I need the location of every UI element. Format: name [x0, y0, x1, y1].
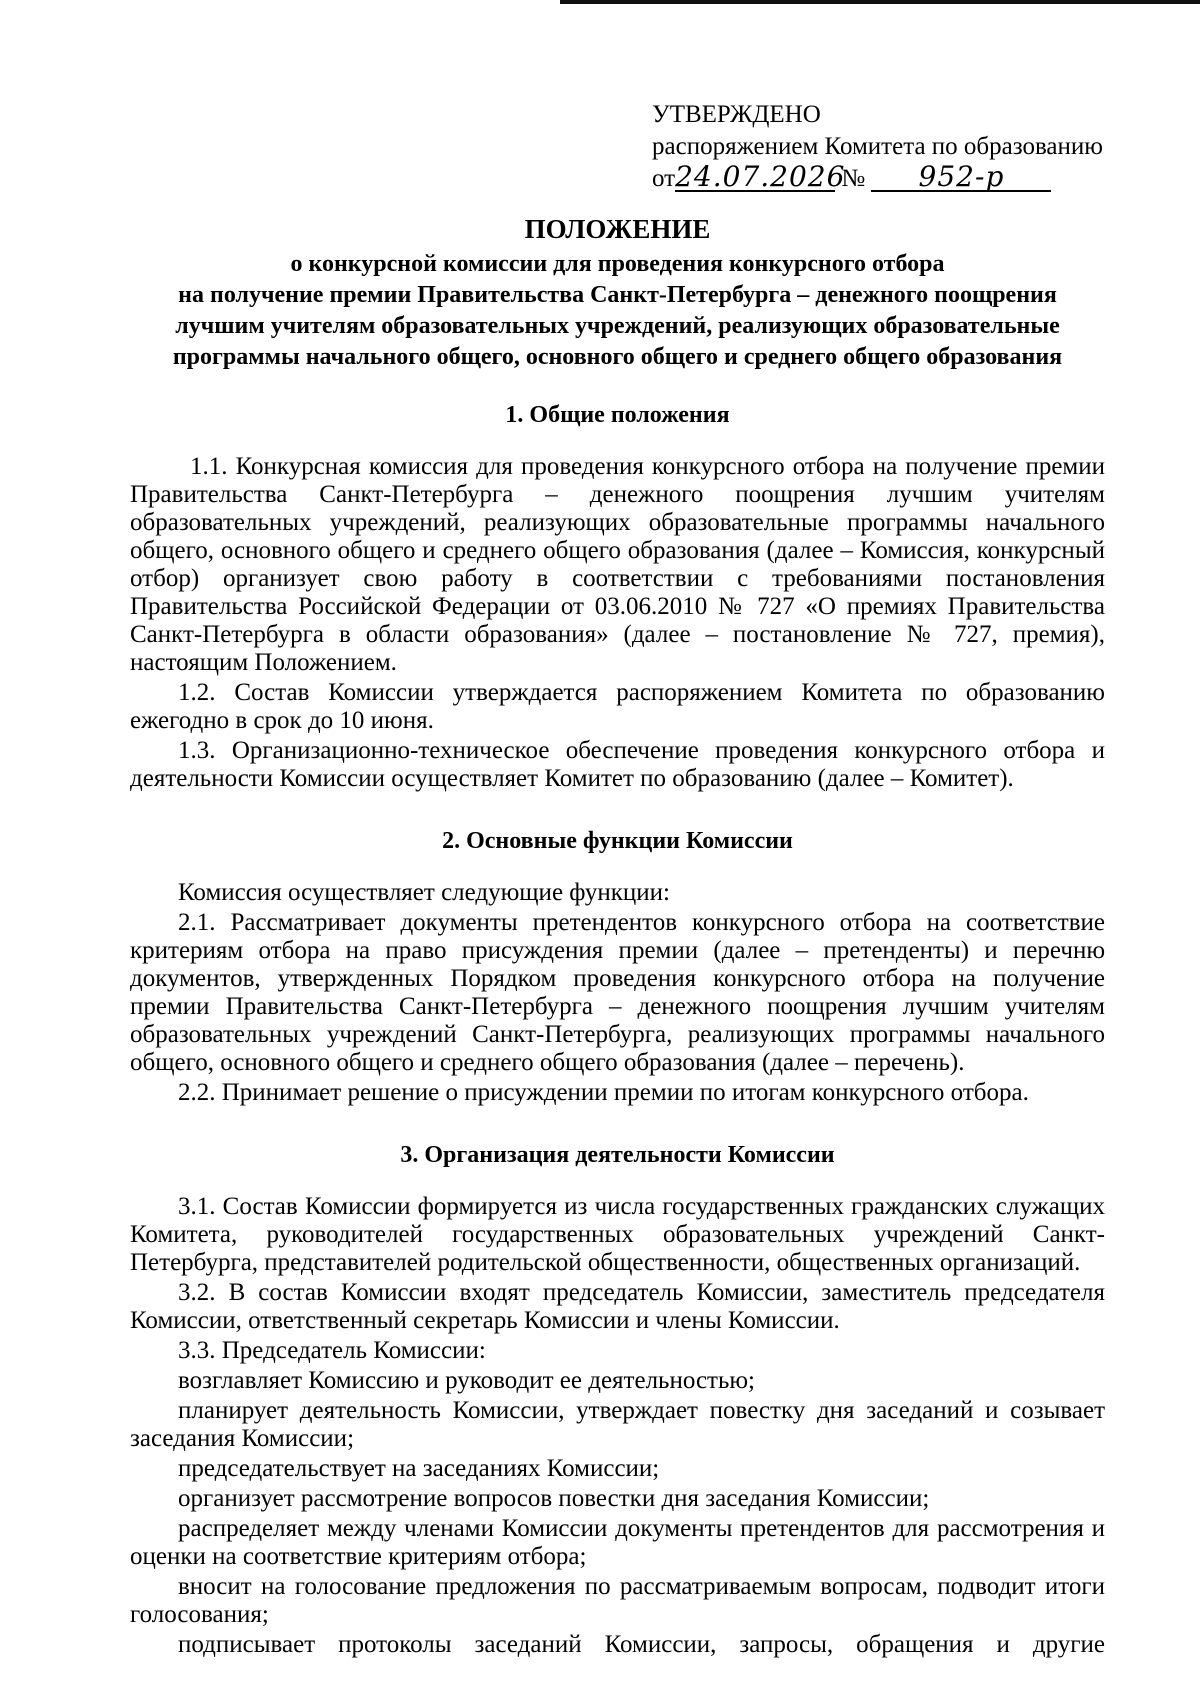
paragraph: 3.3. Председатель Комиссии: [178, 1337, 486, 1364]
paragraph: 3.2. В состав Комиссии входят председатель Комиссии, заместитель председателя Комиссии, ответственный секретарь Комиссии и члены Комиссии. [130, 1279, 1105, 1334]
approval-date-number [652, 160, 1112, 196]
paragraph: 2.2. Принимает решение о присуждении премии по итогам конкурсного отбора. [178, 1079, 1029, 1106]
document-subtitle-line: на получение премии Правительства Санкт-Петербурга – денежного поощрения [178, 282, 1057, 308]
list-item: распределяет между членами Комиссии документы претендентов для рассмотрения и оценки на соответствие критериям отбора; [130, 1515, 1105, 1570]
document-subtitle-line: программы начального общего, основного общего и среднего общего образования [172, 344, 1063, 370]
document-body [130, 215, 1105, 1659]
list-item: организует рассмотрение вопросов повестки дня заседания Комиссии; [178, 1485, 930, 1512]
handwritten-date: 24.07.2026 [675, 160, 846, 193]
document-subtitle-line: лучшим учителям образовательных учреждений, реализующих образовательные [175, 313, 1060, 339]
approval-block [652, 100, 1112, 196]
list-item: подписывает протоколы заседаний Комиссии, запросы, обращения и другие [178, 1631, 1105, 1658]
list-item: планирует деятельность Комиссии, утверждает повестку дня заседаний и созывает заседания Комиссии; [130, 1397, 1105, 1452]
handwritten-number: 952-р [871, 164, 1051, 192]
approved-by: распоряжением Комитета по образованию [652, 133, 1103, 160]
section-heading: 1. Общие положения [505, 402, 730, 428]
paragraph: Комиссия осуществляет следующие функции: [178, 879, 670, 906]
list-item: возглавляет Комиссию и руководит ее деятельностью; [178, 1367, 756, 1394]
paragraph: 1.3. Организационно-техническое обеспечение проведения конкурсного отбора и деятельности Комиссии осуществляет Комитет по образованию (далее – Комитет). [130, 737, 1105, 792]
section-heading: 2. Основные функции Комиссии [442, 828, 793, 854]
date-prefix: от [652, 165, 676, 192]
number-prefix: № [841, 165, 866, 192]
document-title: ПОЛОЖЕНИЕ [524, 214, 711, 244]
paragraph: 1.1. Конкурсная комиссия для проведения конкурсного отбора на получение премии Правительства Санкт-Петербурга – денежного поощрения лучшим учителям образовательных учреждений, реализующих образовательные программы начального общего, основного общего и среднего общего образования (далее – Комиссия, конкурсный отбор) организует свою работу в соответствии с требованиями постановления Правительства Российской Федерации от 03.06.2010 № 727 «О премиях Правительства Санкт-Петербурга в области образования» (далее – постановление № 727, премия), настоящим Положением. [130, 453, 1105, 676]
section-heading: 3. Организация деятельности Комиссии [400, 1142, 835, 1168]
scan-edge-line [560, 0, 1200, 4]
paragraph: 2.1. Рассматривает документы претендентов конкурсного отбора на соответствие критериям отбора на право присуждения премии (далее – претенденты) и перечню документов, утвержденных Порядком проведения конкурсного отбора на получение премии Правительства Санкт-Петербурга – денежного поощрения лучшим учителям образовательных учреждений Санкт-Петербурга, реализующих программы начального общего, основного общего и среднего общего образования (далее – перечень). [130, 909, 1105, 1076]
paragraph: 3.1. Состав Комиссии формируется из числа государственных гражданских служащих Комитета, руководителей государственных образовательных учреждений Санкт-Петербурга, представителей родительской общественности, общественных организаций. [130, 1193, 1105, 1276]
approved-label: УТВЕРЖДЕНО [652, 101, 821, 128]
document-subtitle-line: о конкурсной комиссии для проведения конкурсного отбора [290, 251, 945, 277]
list-item: председательствует на заседаниях Комиссии; [178, 1455, 660, 1482]
paragraph: 1.2. Состав Комиссии утверждается распоряжением Комитета по образованию ежегодно в срок до 10 июня. [130, 679, 1105, 734]
list-item: вносит на голосование предложения по рассматриваемым вопросам, подводит итоги голосования; [130, 1573, 1105, 1628]
